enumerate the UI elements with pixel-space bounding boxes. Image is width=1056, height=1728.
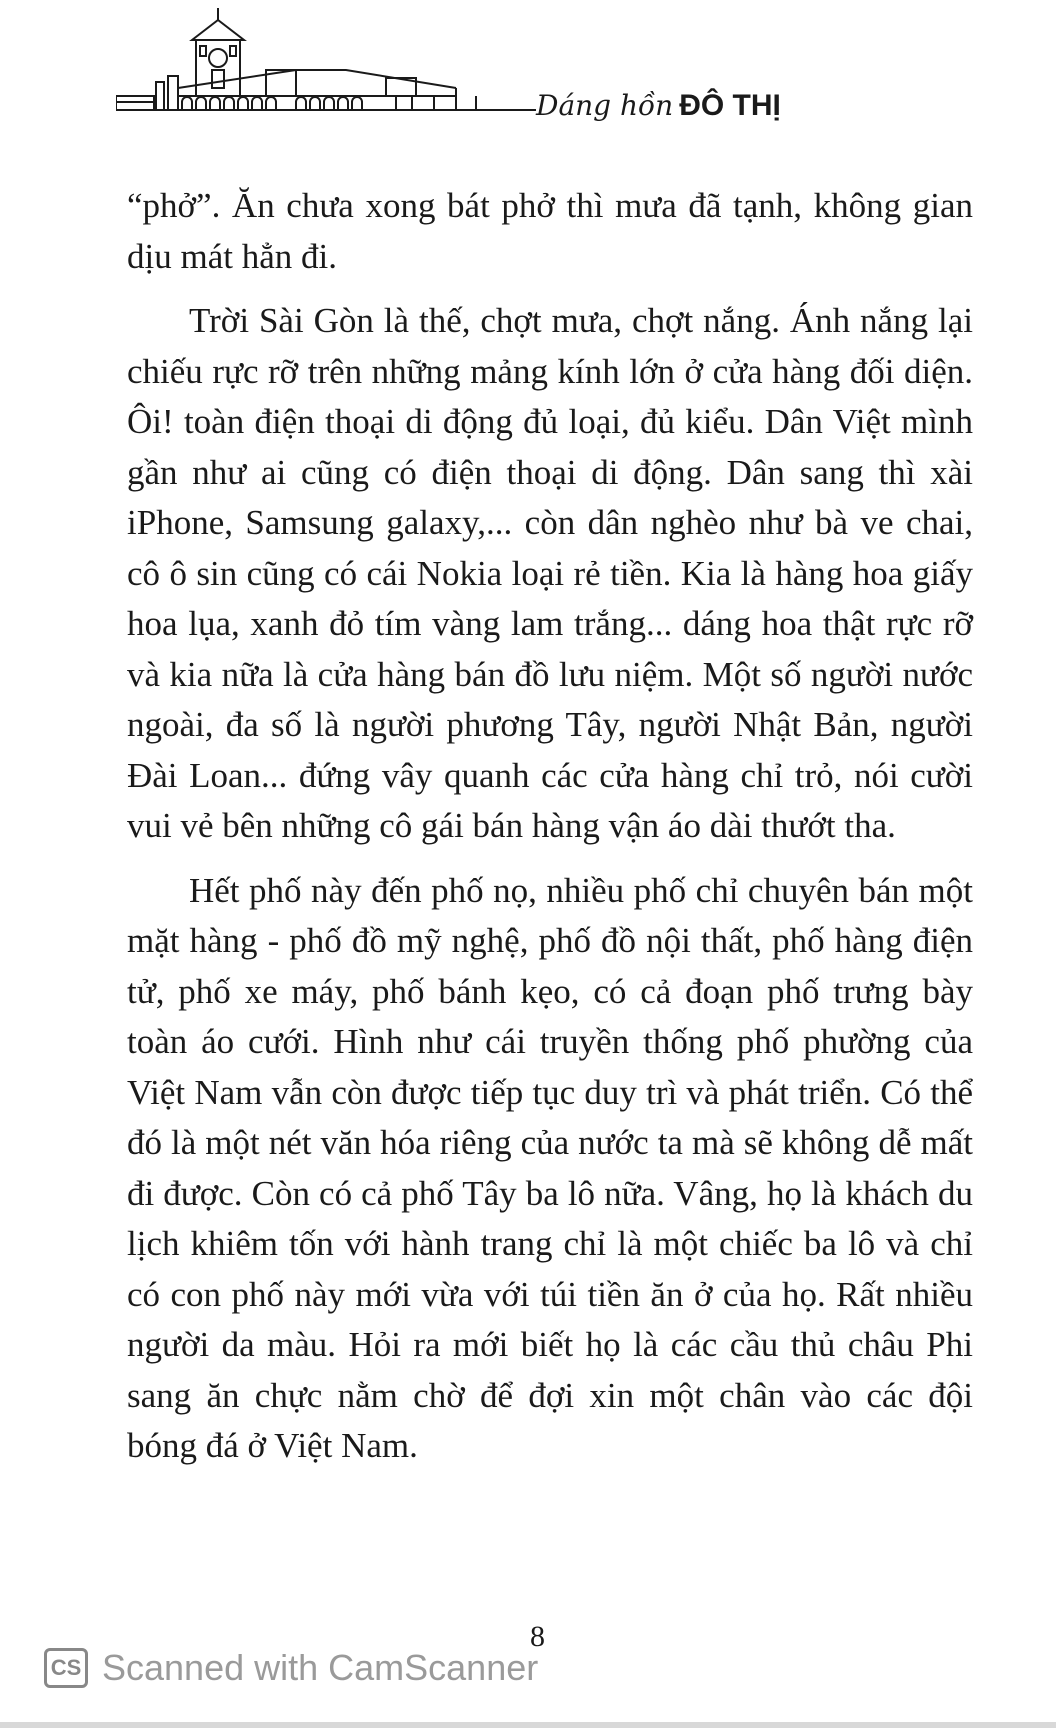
paragraph: Trời Sài Gòn là thế, chợt mưa, chợt nắng. Ánh nắng lại chiếu rực rỡ trên những mảng kính lớn ở cửa hàng đối diện. Ôi! toàn điện thoại di động đủ loại, đủ kiểu. Dân Việt mình gần như ai cũng có điện thoại di động. Dân sang thì xài iPhone, Samsung galaxy,... còn dân nghèo như bà ve chai, cô ô sin cũng có cái Nokia loại rẻ tiền. Kia là hàng hoa giấy hoa lụa, xanh đỏ tím vàng lam trắng... dáng hoa thật rực rỡ và kia nữa là cửa hàng bán đồ lưu niệm. Một số người nước ngoài, đa số là người phương Tây, người Nhật Bản, người Đài Loan... đứng vây quanh các cửa hàng chỉ trỏ, nói cười vui vẻ bên những cô gái bán hàng vận áo dài thướt tha. (127, 301, 973, 845)
book-title-bold: ĐÔ THỊ (679, 89, 781, 122)
watermark-text: Scanned with CamScanner (102, 1647, 539, 1688)
book-title (536, 86, 781, 123)
page-number: 8 (530, 1620, 545, 1653)
paragraph: Hết phố này đến phố nọ, nhiều phố chỉ chuyên bán một mặt hàng - phố đồ mỹ nghệ, phố đồ nội thất, phố hàng điện tử, phố xe máy, phố bánh kẹo, có cả đoạn phố trưng bày toàn áo cưới. Hình như cái truyền thống phố phường của Việt Nam vẫn còn được tiếp tục duy trì và phát triển. Có thể đó là một nét văn hóa riêng của nước ta mà sẽ không dễ mất đi được. Còn có cả phố Tây ba lô nữa. Vâng, họ là khách du lịch khiêm tốn với hành trang chỉ là một chiếc ba lô và chỉ có con phố này mới vừa với túi tiền ăn ở của họ. Rất nhiều người da màu. Hỏi ra mới biết họ là các cầu thủ châu Phi sang ăn chực nằm chờ để đợi xin một chân vào các đội bóng đá ở Việt Nam. (127, 870, 973, 1465)
paragraph: “phở”. Ăn chưa xong bát phở thì mưa đã tạnh, không gian dịu mát hẳn đi. (127, 186, 973, 276)
body-text (127, 181, 973, 1486)
scanner-watermark (44, 1644, 538, 1692)
book-title-italic: Dáng hồn (536, 89, 674, 122)
page-header (116, 0, 996, 130)
page-bottom-edge (0, 1722, 1056, 1728)
camscanner-logo-icon: CS (44, 1648, 88, 1688)
market-building-illustration (116, 0, 536, 125)
